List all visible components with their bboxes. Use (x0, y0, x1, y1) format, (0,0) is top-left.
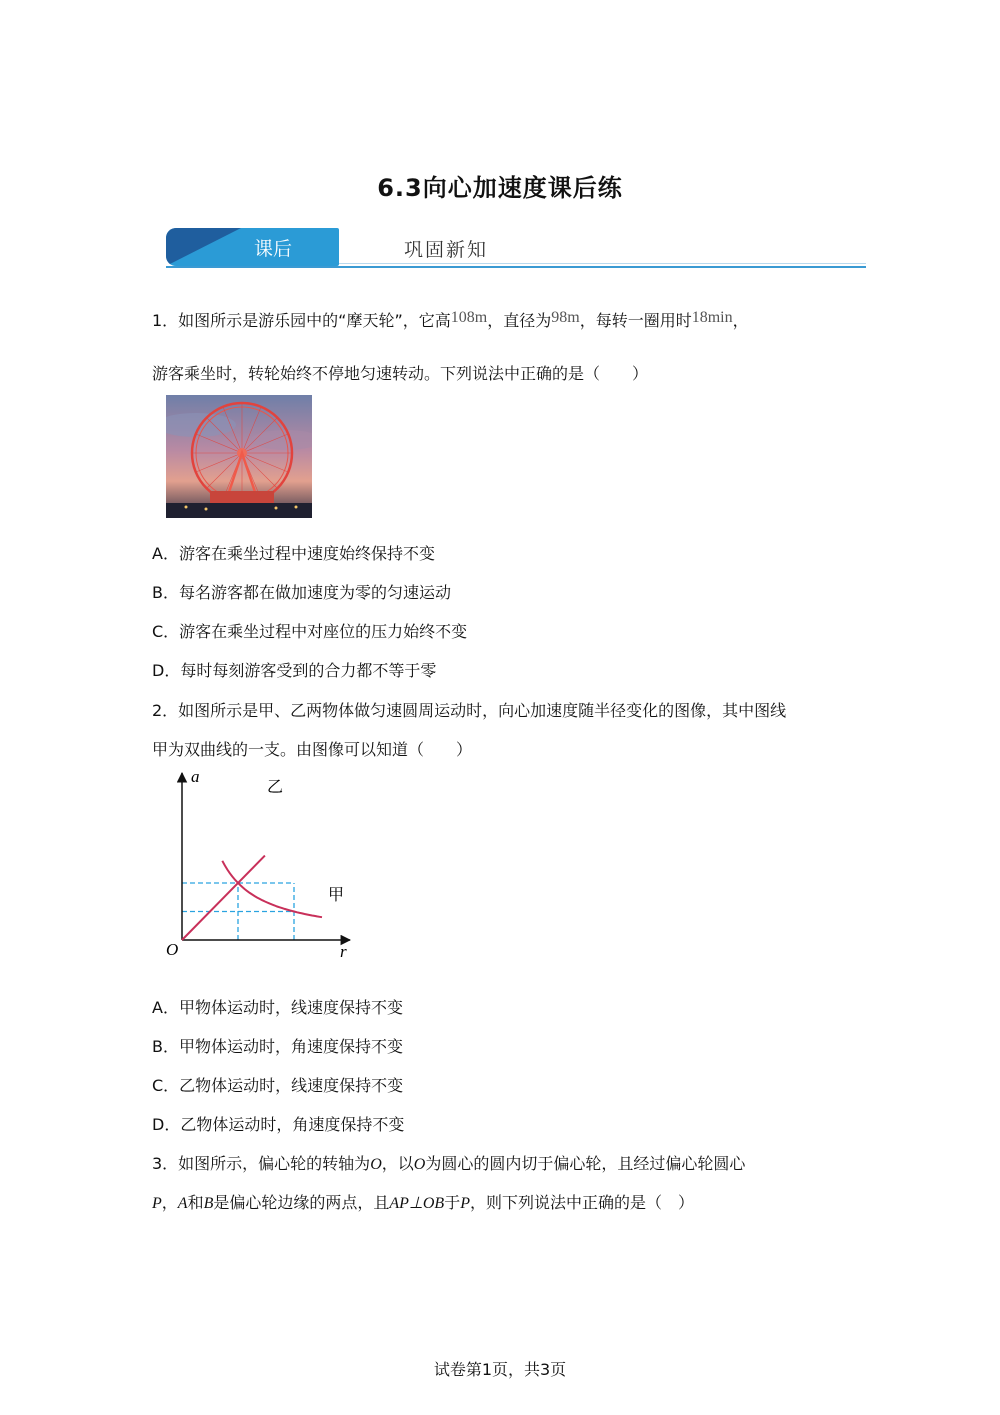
q1-option-d: D．每时每刻游客受到的合力都不等于零 (152, 661, 437, 680)
q1-text: ， (732, 311, 749, 330)
q2-option-a: A．甲物体运动时，线速度保持不变 (152, 998, 403, 1017)
ferris-wheel-photo (166, 395, 312, 518)
q2-option-c: C．乙物体运动时，线速度保持不变 (152, 1076, 404, 1095)
q3-symbol-p: P (152, 1195, 162, 1212)
series-yi-label: 乙 (267, 777, 284, 796)
q1-option-c: C．游客在乘坐过程中对座位的压力始终不变 (152, 622, 468, 641)
series-jia-label: 甲 (328, 885, 345, 904)
q1-option-a: A．游客在乘坐过程中速度始终保持不变 (152, 544, 435, 563)
q3-text: 为圆心的圆内切于偏心轮，且经过偏心轮圆心 (425, 1154, 746, 1173)
page-footer: 试卷第1页，共3页 (433, 1360, 567, 1379)
q3-text: 和 (187, 1193, 204, 1212)
q3-symbol-a: A (177, 1195, 188, 1212)
q1-period: 18min (691, 309, 733, 326)
q3-symbol-o: O (370, 1156, 382, 1173)
q1-text: 1．如图所示是游乐园中的“摩天轮”，它高 (152, 311, 451, 330)
series-yi-curve (182, 856, 265, 940)
q3-text: 3．如图所示，偏心轮的转轴为 (152, 1154, 371, 1173)
q1-option-b: B．每名游客都在做加速度为零的匀速运动 (152, 583, 451, 602)
dashed-guides (182, 883, 294, 940)
q2-stem-line2: 甲为双曲线的一支。由图像可以知道（ ） (152, 740, 473, 759)
q2-stem-line1: 2．如图所示是甲、乙两物体做匀速圆周运动时，向心加速度随半径变化的图像，其中图线 (152, 701, 787, 720)
q3-text: 是偏心轮边缘的两点，且 (213, 1193, 390, 1212)
q2-option-d: D．乙物体运动时，角速度保持不变 (152, 1115, 405, 1134)
q3-text: 于 (444, 1193, 461, 1212)
q3-text: ， (161, 1193, 178, 1212)
banner-tab-label: 课后 (254, 238, 293, 260)
origin-label: O (166, 940, 179, 959)
q1-stem-line1 (152, 308, 749, 331)
q3-stem-line1 (152, 1151, 745, 1174)
q2-option-b: B．甲物体运动时，角速度保持不变 (152, 1037, 403, 1056)
acceleration-radius-chart (160, 765, 365, 965)
q3-symbol-o: O (413, 1156, 426, 1173)
banner-subtitle: 巩固新知 (404, 239, 489, 261)
q3-text: ，以 (381, 1154, 414, 1173)
banner-tab (166, 228, 339, 266)
q3-text: ，则下列说法中正确的是（ ） (470, 1193, 695, 1212)
q1-height: 108m (450, 309, 488, 326)
section-banner (166, 228, 866, 268)
q3-perpendicular-expr: AP⊥OB (389, 1195, 445, 1212)
y-axis-label: a (191, 767, 200, 786)
q1-stem-line2: 游客乘坐时，转轮始终不停地匀速转动。下列说法中正确的是（ ） (152, 364, 649, 383)
q3-stem-line2 (152, 1190, 694, 1213)
x-axis-label: r (340, 942, 347, 961)
q1-text: ，直径为 (487, 311, 552, 330)
q3-symbol-b: B (203, 1195, 214, 1212)
series-jia-curve (222, 861, 322, 917)
q3-symbol-p: P (460, 1195, 470, 1212)
page-title: 6.3向心加速度课后练 (377, 174, 623, 202)
q1-text: ，每转一圈用时 (579, 311, 692, 330)
q1-diameter: 98m (551, 309, 580, 326)
